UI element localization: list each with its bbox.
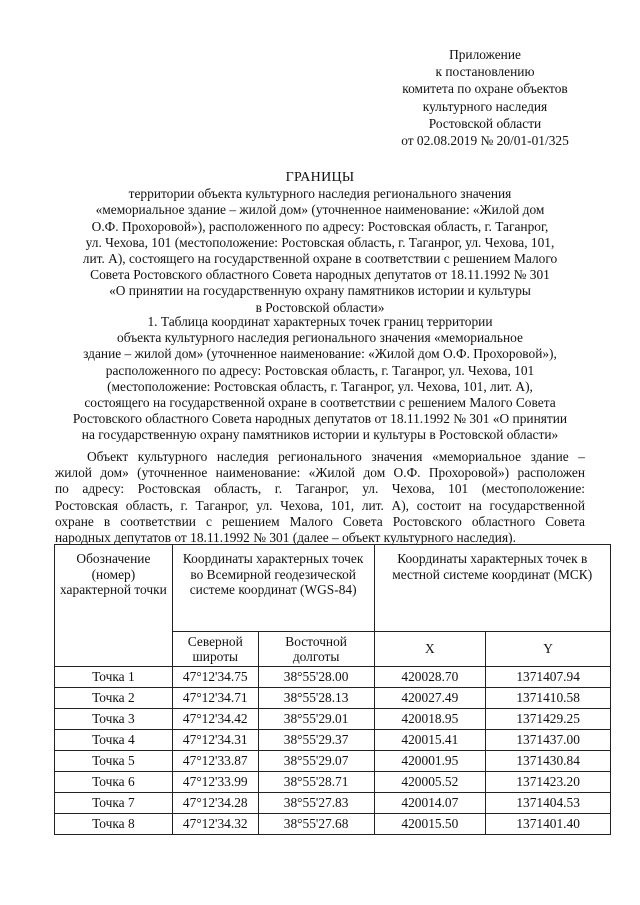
title-line: территории объекта культурного наследия регионального значения: [128, 186, 512, 202]
cell-point: Точка 8: [55, 814, 173, 835]
caption-line: (местоположение: Ростовская область, г. Таганрог, ул. Чехова, 101, лит. А),: [107, 378, 533, 394]
table-row: [55, 793, 611, 814]
cell-east: 38°55'29.07: [258, 751, 374, 772]
paragraph-line: жилой дом» (уточненное наименование: «Жилой дом О.Ф. Прохоровой») расположен: [55, 465, 585, 481]
header-x: X: [374, 632, 486, 667]
coordinates-table: [54, 544, 611, 835]
caption-line: на государственную охрану памятников истории и культуры в Ростовской области»: [81, 427, 559, 443]
title-heading: ГРАНИЦЫ: [285, 170, 355, 185]
cell-north: 47°12'34.75: [172, 667, 258, 688]
cell-east: 38°55'29.01: [258, 709, 374, 730]
caption-line: объекта культурного наследия регионального значения «мемориальное: [117, 330, 523, 346]
cell-y: 1371401.40: [486, 814, 611, 835]
cell-y: 1371410.58: [486, 688, 611, 709]
table-row: [55, 688, 611, 709]
cell-east: 38°55'27.68: [258, 814, 374, 835]
title-line: О.Ф. Прохоровой»), расположенного по адресу: Ростовская область, г. Таганрог,: [91, 218, 549, 234]
paragraph-line: по адресу: Ростовская область, г. Таганрог, ул. Чехова, 101 (местоположение:: [55, 481, 585, 497]
header-point: Обозначение (номер) характерной точки: [55, 545, 173, 667]
cell-east: 38°55'28.13: [258, 688, 374, 709]
appendix-line: от 02.08.2019 № 20/01-01/325: [401, 133, 569, 149]
table-row: [55, 709, 611, 730]
cell-x: 420014.07: [374, 793, 486, 814]
cell-y: 1371429.25: [486, 709, 611, 730]
cell-north: 47°12'34.42: [172, 709, 258, 730]
cell-point: Точка 4: [55, 730, 173, 751]
table-row: [55, 814, 611, 835]
table-header-row: [55, 545, 611, 632]
header-wgs: Координаты характерных точек во Всемирной геодезической системе координат (WGS-84): [172, 545, 374, 632]
cell-x: 420027.49: [374, 688, 486, 709]
cell-x: 420015.50: [374, 814, 486, 835]
cell-x: 420005.52: [374, 772, 486, 793]
appendix-line: культурного наследия: [422, 98, 548, 114]
cell-y: 1371430.84: [486, 751, 611, 772]
cell-east: 38°55'27.83: [258, 793, 374, 814]
cell-north: 47°12'34.28: [172, 793, 258, 814]
cell-north: 47°12'34.31: [172, 730, 258, 751]
title-line: ул. Чехова, 101 (местоположение: Ростовская область, г. Таганрог, ул. Чехова, 101,: [85, 234, 555, 250]
cell-north: 47°12'34.32: [172, 814, 258, 835]
caption-line: 1. Таблица координат характерных точек границ территории: [147, 314, 493, 329]
table-caption: [40, 314, 600, 444]
table-row: [55, 751, 611, 772]
cell-y: 1371437.00: [486, 730, 611, 751]
title-line: Совета Ростовского областного Совета народных депутатов от 18.11.1992 № 301: [90, 267, 550, 283]
paragraph-line: Ростовская область, г. Таганрог, ул. Чехова, 101, лит. А), состоит на государственной: [55, 497, 585, 513]
cell-x: 420015.41: [374, 730, 486, 751]
title-line: «О принятии на государственную охрану памятников истории и культуры: [109, 283, 531, 299]
caption-line: расположенного по адресу: Ростовская область, г. Таганрог, ул. Чехова, 101: [105, 362, 535, 378]
table-row: [55, 667, 611, 688]
title-line: в Ростовской области»: [255, 299, 385, 315]
title-line: лит. А), состоящего на государственной охране в соответствии с решением Малого: [82, 251, 558, 267]
table-row: [55, 730, 611, 751]
caption-line: Ростовского областного Совета народных депутатов от 18.11.1992 № 301 «О принятии: [72, 411, 568, 427]
cell-y: 1371423.20: [486, 772, 611, 793]
cell-y: 1371407.94: [486, 667, 611, 688]
paragraph-line: Объект культурного наследия регионального значения «мемориальное здание –: [87, 449, 585, 464]
document-title: [55, 170, 585, 316]
paragraph-line: народных депутатов от 18.11.1992 № 301 (далее – объект культурного наследия).: [55, 530, 516, 546]
cell-north: 47°12'33.87: [172, 751, 258, 772]
cell-east: 38°55'28.71: [258, 772, 374, 793]
caption-line: здание – жилой дом» (уточненное наименование: «Жилой дом О.Ф. Прохоровой»),: [83, 346, 557, 362]
cell-east: 38°55'29.37: [258, 730, 374, 751]
cell-y: 1371404.53: [486, 793, 611, 814]
appendix-line: к постановлению: [435, 64, 535, 80]
cell-x: 420001.95: [374, 751, 486, 772]
cell-point: Точка 2: [55, 688, 173, 709]
appendix-line: Ростовской области: [428, 115, 542, 131]
cell-point: Точка 1: [55, 667, 173, 688]
cell-x: 420028.70: [374, 667, 486, 688]
caption-line: состоящего на государственной охране в соответствии с решением Малого Совета: [84, 395, 556, 411]
cell-north: 47°12'34.71: [172, 688, 258, 709]
body-paragraph: [55, 449, 585, 546]
cell-point: Точка 6: [55, 772, 173, 793]
appendix-line: Приложение: [449, 47, 521, 62]
header-y: Y: [486, 632, 611, 667]
cell-point: Точка 7: [55, 793, 173, 814]
cell-north: 47°12'33.99: [172, 772, 258, 793]
cell-x: 420018.95: [374, 709, 486, 730]
paragraph-line: охране в соответствии с решением Малого Совета Ростовского областного Совета: [55, 513, 585, 529]
cell-east: 38°55'28.00: [258, 667, 374, 688]
header-msk: Координаты характерных точек в местной системе координат (МСК): [374, 545, 611, 632]
appendix-block: [360, 46, 610, 149]
cell-point: Точка 5: [55, 751, 173, 772]
header-north: Северной широты: [172, 632, 258, 667]
cell-point: Точка 3: [55, 709, 173, 730]
appendix-line: комитета по охране объектов: [402, 81, 568, 97]
title-line: «мемориальное здание – жилой дом» (уточненное наименование: «Жилой дом: [95, 202, 545, 218]
table-row: [55, 772, 611, 793]
header-east: Восточной долготы: [258, 632, 374, 667]
